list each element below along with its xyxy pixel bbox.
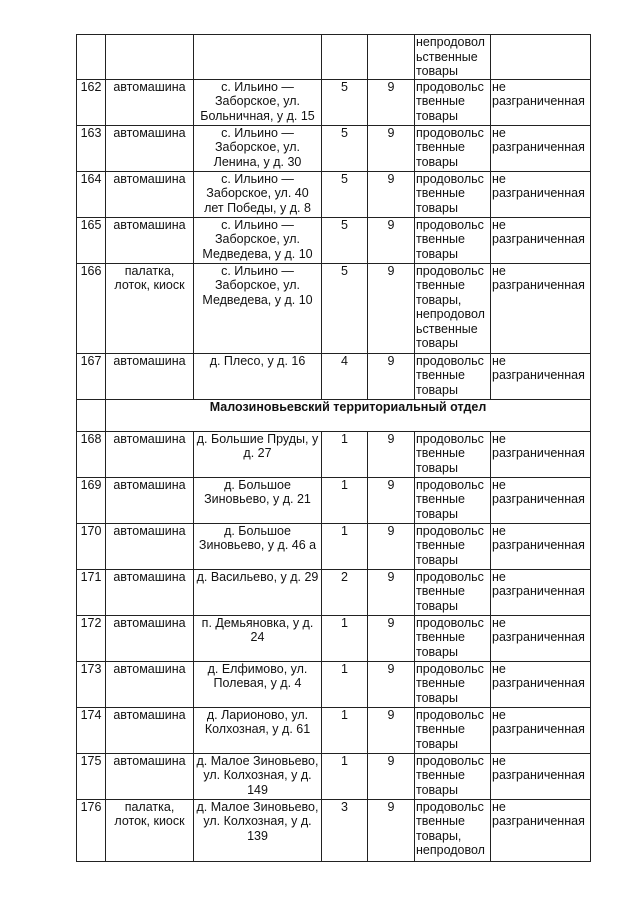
empty-cell [368, 35, 415, 80]
period-months: 9 [368, 569, 415, 615]
address [194, 217, 322, 263]
ownership-line: не [492, 477, 506, 492]
goods-type-line: продовольс [416, 523, 484, 538]
ownership-line: разграниченная [492, 232, 585, 246]
object-type [106, 753, 194, 799]
ownership-line: не [492, 523, 506, 538]
address-line: Зиновьево, у д. 21 [204, 492, 311, 506]
section-row [77, 399, 591, 431]
address-line: д. Плесо, у д. 16 [209, 353, 306, 368]
object-type-line: автомашина [113, 171, 186, 186]
ownership [491, 799, 591, 861]
goods-type-line: товары [416, 108, 458, 123]
ownership-line: не [492, 569, 506, 584]
goods-type-line: твенные [416, 446, 465, 460]
address-line: Заборское, ул. [214, 94, 301, 108]
places-count: 1 [322, 431, 368, 477]
goods-type-line: товары [416, 506, 458, 521]
object-type-line: автомашина [113, 431, 186, 446]
table-row [77, 353, 591, 399]
ownership-line: разграниченная [492, 492, 585, 506]
table-row [77, 125, 591, 171]
goods-type-line: твенные [416, 232, 465, 246]
period-months: 9 [368, 523, 415, 569]
ownership [491, 661, 591, 707]
goods-type-line: товары, [416, 828, 462, 843]
row-number: 173 [77, 661, 106, 707]
table-row [77, 799, 591, 861]
goods-type-line: продовольс [416, 171, 484, 186]
ownership [491, 523, 591, 569]
period-months: 9 [368, 615, 415, 661]
address-line: Медведева, у д. 10 [202, 292, 313, 307]
goods-type-line: товары [416, 460, 458, 475]
table-row [77, 661, 591, 707]
object-type-line: автомашина [113, 707, 186, 722]
ownership-line: разграниченная [492, 814, 585, 828]
ownership-line: разграниченная [492, 676, 585, 690]
object-type-line: автомашина [113, 353, 186, 368]
address-line: Заборское, ул. [214, 278, 301, 292]
ownership [491, 353, 591, 399]
address-line: Колхозная, у д. 61 [204, 722, 311, 736]
address-line: Больничная, у д. 15 [200, 108, 315, 123]
row-number: 167 [77, 353, 106, 399]
ownership-line: не [492, 615, 506, 630]
goods-type-line: твенные [416, 630, 465, 644]
period-months: 9 [368, 353, 415, 399]
places-count: 2 [322, 569, 368, 615]
empty-cell [491, 35, 591, 80]
table-row [77, 569, 591, 615]
empty-cell [77, 399, 106, 431]
address-line: д. 27 [243, 446, 272, 460]
ownership-line: не [492, 79, 506, 94]
section-title: Малозиновьевский территориальный отдел [106, 399, 591, 431]
ownership [491, 263, 591, 353]
ownership-line: разграниченная [492, 584, 585, 598]
goods-type-line: продовольс [416, 799, 484, 814]
ownership [491, 707, 591, 753]
goods-type-line: продовольс [416, 125, 484, 140]
ownership [491, 125, 591, 171]
ownership-line: не [492, 125, 506, 140]
address-line: д. Большое [224, 523, 291, 538]
address-line: д. Елфимово, ул. [207, 661, 308, 676]
goods-type [415, 753, 491, 799]
address [194, 707, 322, 753]
address [194, 799, 322, 861]
address-line: Медведева, у д. 10 [202, 246, 313, 261]
table-row [77, 477, 591, 523]
period-months: 9 [368, 217, 415, 263]
goods-type-line: продовольс [416, 353, 484, 368]
goods-type-line: продовольс [416, 263, 484, 278]
table-row [77, 217, 591, 263]
places-count: 5 [322, 171, 368, 217]
address-line: с. Ильино — [221, 79, 294, 94]
address-line: с. Ильино — [221, 125, 294, 140]
ownership-line: разграниченная [492, 538, 585, 552]
address-line: Ленина, у д. 30 [213, 154, 302, 169]
object-type [106, 217, 194, 263]
address-line: с. Ильино — [221, 263, 294, 278]
goods-type-line: продовольс [416, 79, 484, 94]
address-line: 149 [247, 782, 268, 797]
address-line: д. Васильево, у д. 29 [196, 569, 319, 584]
row-number: 168 [77, 431, 106, 477]
places-count: 1 [322, 523, 368, 569]
goods-type-line: твенные [416, 278, 465, 292]
ownership [491, 569, 591, 615]
period-months: 9 [368, 799, 415, 861]
goods-type-line: товары [416, 552, 458, 567]
ownership [491, 171, 591, 217]
object-type [106, 569, 194, 615]
row-number: 175 [77, 753, 106, 799]
period-months: 9 [368, 431, 415, 477]
places-count: 1 [322, 615, 368, 661]
ownership-line: не [492, 353, 506, 368]
goods-type-line: непродовол [416, 35, 485, 49]
address [194, 753, 322, 799]
goods-type [415, 263, 491, 353]
goods-type-line: продовольс [416, 217, 484, 232]
table-row [77, 753, 591, 799]
empty-cell [77, 35, 106, 80]
places-count: 3 [322, 799, 368, 861]
ownership-line: разграниченная [492, 446, 585, 460]
table-row [77, 523, 591, 569]
ownership-line: не [492, 171, 506, 186]
ownership [491, 79, 591, 125]
goods-type-line: продовольс [416, 569, 484, 584]
object-type [106, 661, 194, 707]
ownership [491, 217, 591, 263]
goods-type-line: непродовол [416, 843, 485, 857]
address [194, 569, 322, 615]
goods-type-line: продовольс [416, 615, 484, 630]
places-count: 5 [322, 217, 368, 263]
goods-type [415, 79, 491, 125]
ownership-line: разграниченная [492, 768, 585, 782]
ownership-line: разграниченная [492, 722, 585, 736]
goods-type [415, 477, 491, 523]
object-type-line: лоток, киоск [114, 278, 185, 292]
goods-type-line: продовольс [416, 707, 484, 722]
goods-type-line: товары [416, 246, 458, 261]
goods-type-line: продовольс [416, 477, 484, 492]
goods-type-line: ьственные [416, 321, 478, 336]
ownership [491, 753, 591, 799]
empty-cell [322, 35, 368, 80]
object-type-line: автомашина [113, 217, 186, 232]
goods-type-line: продовольс [416, 753, 484, 768]
row-number: 170 [77, 523, 106, 569]
ownership [491, 615, 591, 661]
ownership-line: разграниченная [492, 630, 585, 644]
ownership-line: не [492, 217, 506, 232]
goods-type [415, 35, 491, 80]
address-line: п. Демьяновка, у д. [201, 615, 314, 630]
address-line: лет Победы, у д. 8 [204, 200, 311, 215]
goods-type-line: твенные [416, 538, 465, 552]
address-line: ул. Колхозная, у д. [203, 814, 312, 828]
goods-type [415, 615, 491, 661]
goods-type [415, 431, 491, 477]
address-line: д. Большие Пруды, у [196, 431, 319, 446]
object-type-line: автомашина [113, 477, 186, 492]
table-body [77, 35, 591, 862]
places-count: 5 [322, 263, 368, 353]
address-line: д. Малое Зиновьево, [196, 799, 319, 814]
places-count: 5 [322, 79, 368, 125]
object-type-line: автомашина [113, 125, 186, 140]
object-type [106, 353, 194, 399]
places-count: 1 [322, 707, 368, 753]
row-number: 164 [77, 171, 106, 217]
object-type-line: автомашина [113, 753, 186, 768]
places-count: 4 [322, 353, 368, 399]
row-number: 162 [77, 79, 106, 125]
table-row [77, 615, 591, 661]
goods-type-line: ьственные [416, 49, 478, 64]
ownership-line: разграниченная [492, 140, 585, 154]
places-count: 1 [322, 753, 368, 799]
goods-type [415, 125, 491, 171]
goods-type-line: товары [416, 200, 458, 215]
table-row [77, 79, 591, 125]
goods-type [415, 661, 491, 707]
period-months: 9 [368, 125, 415, 171]
row-number: 163 [77, 125, 106, 171]
places-count: 1 [322, 661, 368, 707]
address-line: д. Ларионово, ул. [206, 707, 309, 722]
period-months: 9 [368, 171, 415, 217]
goods-type-line: продовольс [416, 661, 484, 676]
address-line: Заборское, ул. [214, 232, 301, 246]
empty-cell [194, 35, 322, 80]
object-type-line: палатка, [124, 263, 175, 278]
ownership-line: не [492, 263, 506, 278]
object-type-line: автомашина [113, 569, 186, 584]
empty-cell [106, 35, 194, 80]
address [194, 125, 322, 171]
goods-type-line: твенные [416, 676, 465, 690]
object-type [106, 523, 194, 569]
address-line: с. Ильино — [221, 217, 294, 232]
address-line: Полевая, у д. 4 [213, 676, 302, 690]
object-type [106, 431, 194, 477]
object-type [106, 799, 194, 861]
goods-type-line: товары [416, 782, 458, 797]
places-count: 1 [322, 477, 368, 523]
address [194, 79, 322, 125]
address-line: д. Малое Зиновьево, [196, 753, 319, 768]
address-line: Зиновьево, у д. 46 а [198, 538, 317, 552]
table-row [77, 263, 591, 353]
goods-type-line: твенные [416, 584, 465, 598]
goods-type [415, 217, 491, 263]
goods-type [415, 353, 491, 399]
period-months: 9 [368, 477, 415, 523]
goods-type-line: твенные [416, 768, 465, 782]
goods-type-line: твенные [416, 140, 465, 154]
goods-type [415, 523, 491, 569]
object-type-line: автомашина [113, 615, 186, 630]
table-row [77, 707, 591, 753]
goods-type-line: твенные [416, 814, 465, 828]
goods-type [415, 171, 491, 217]
row-number: 169 [77, 477, 106, 523]
row-number: 172 [77, 615, 106, 661]
ownership [491, 431, 591, 477]
address-line: 24 [250, 630, 265, 644]
goods-type-line: товары [416, 644, 458, 659]
period-months: 9 [368, 707, 415, 753]
address-line: д. Большое [224, 477, 291, 492]
goods-type-line: товары [416, 690, 458, 705]
address-line: Заборское, ул. [214, 140, 301, 154]
row-number: 176 [77, 799, 106, 861]
address [194, 523, 322, 569]
object-type-line: палатка, [124, 799, 175, 814]
address [194, 263, 322, 353]
goods-type-line: товары, [416, 292, 462, 307]
period-months: 9 [368, 753, 415, 799]
address [194, 661, 322, 707]
object-type-line: автомашина [113, 523, 186, 538]
ownership-line: не [492, 799, 506, 814]
goods-type-line: товары [416, 382, 458, 397]
object-type-line: автомашина [113, 79, 186, 94]
goods-type-line: твенные [416, 722, 465, 736]
goods-type-line: непродовол [416, 307, 485, 321]
trade-places-table [76, 34, 591, 862]
ownership-line: не [492, 707, 506, 722]
address-line: 139 [247, 828, 268, 843]
object-type-line: автомашина [113, 661, 186, 676]
address [194, 431, 322, 477]
period-months: 9 [368, 263, 415, 353]
goods-type-line: продовольс [416, 431, 484, 446]
object-type [106, 79, 194, 125]
address-line: ул. Колхозная, у д. [203, 768, 312, 782]
goods-type-line: твенные [416, 368, 465, 382]
period-months: 9 [368, 79, 415, 125]
ownership-line: разграниченная [492, 186, 585, 200]
goods-type-line: товары [416, 598, 458, 613]
goods-type-line: товары [416, 64, 458, 78]
object-type [106, 477, 194, 523]
ownership-line: разграниченная [492, 278, 585, 292]
period-months: 9 [368, 661, 415, 707]
ownership-line: не [492, 661, 506, 676]
row-number: 174 [77, 707, 106, 753]
places-count: 5 [322, 125, 368, 171]
ownership-line: не [492, 753, 506, 768]
goods-type-line: товары [416, 336, 458, 350]
address-line: с. Ильино — [221, 171, 294, 186]
goods-type [415, 799, 491, 861]
goods-type [415, 569, 491, 615]
ownership [491, 477, 591, 523]
object-type-line: лоток, киоск [114, 814, 185, 828]
goods-type-line: твенные [416, 94, 465, 108]
goods-type-line: твенные [416, 492, 465, 506]
address-line: Заборское, ул. 40 [206, 186, 309, 200]
table-row [77, 171, 591, 217]
row-number: 171 [77, 569, 106, 615]
ownership-line: разграниченная [492, 94, 585, 108]
address [194, 615, 322, 661]
object-type [106, 263, 194, 353]
goods-type-line: товары [416, 736, 458, 751]
ownership-line: не [492, 431, 506, 446]
table-row [77, 431, 591, 477]
row-number: 165 [77, 217, 106, 263]
table-row [77, 35, 591, 80]
object-type [106, 125, 194, 171]
object-type [106, 707, 194, 753]
row-number: 166 [77, 263, 106, 353]
goods-type-line: товары [416, 154, 458, 169]
address [194, 353, 322, 399]
address [194, 477, 322, 523]
ownership-line: разграниченная [492, 368, 585, 382]
object-type [106, 171, 194, 217]
goods-type [415, 707, 491, 753]
object-type [106, 615, 194, 661]
address [194, 171, 322, 217]
goods-type-line: твенные [416, 186, 465, 200]
